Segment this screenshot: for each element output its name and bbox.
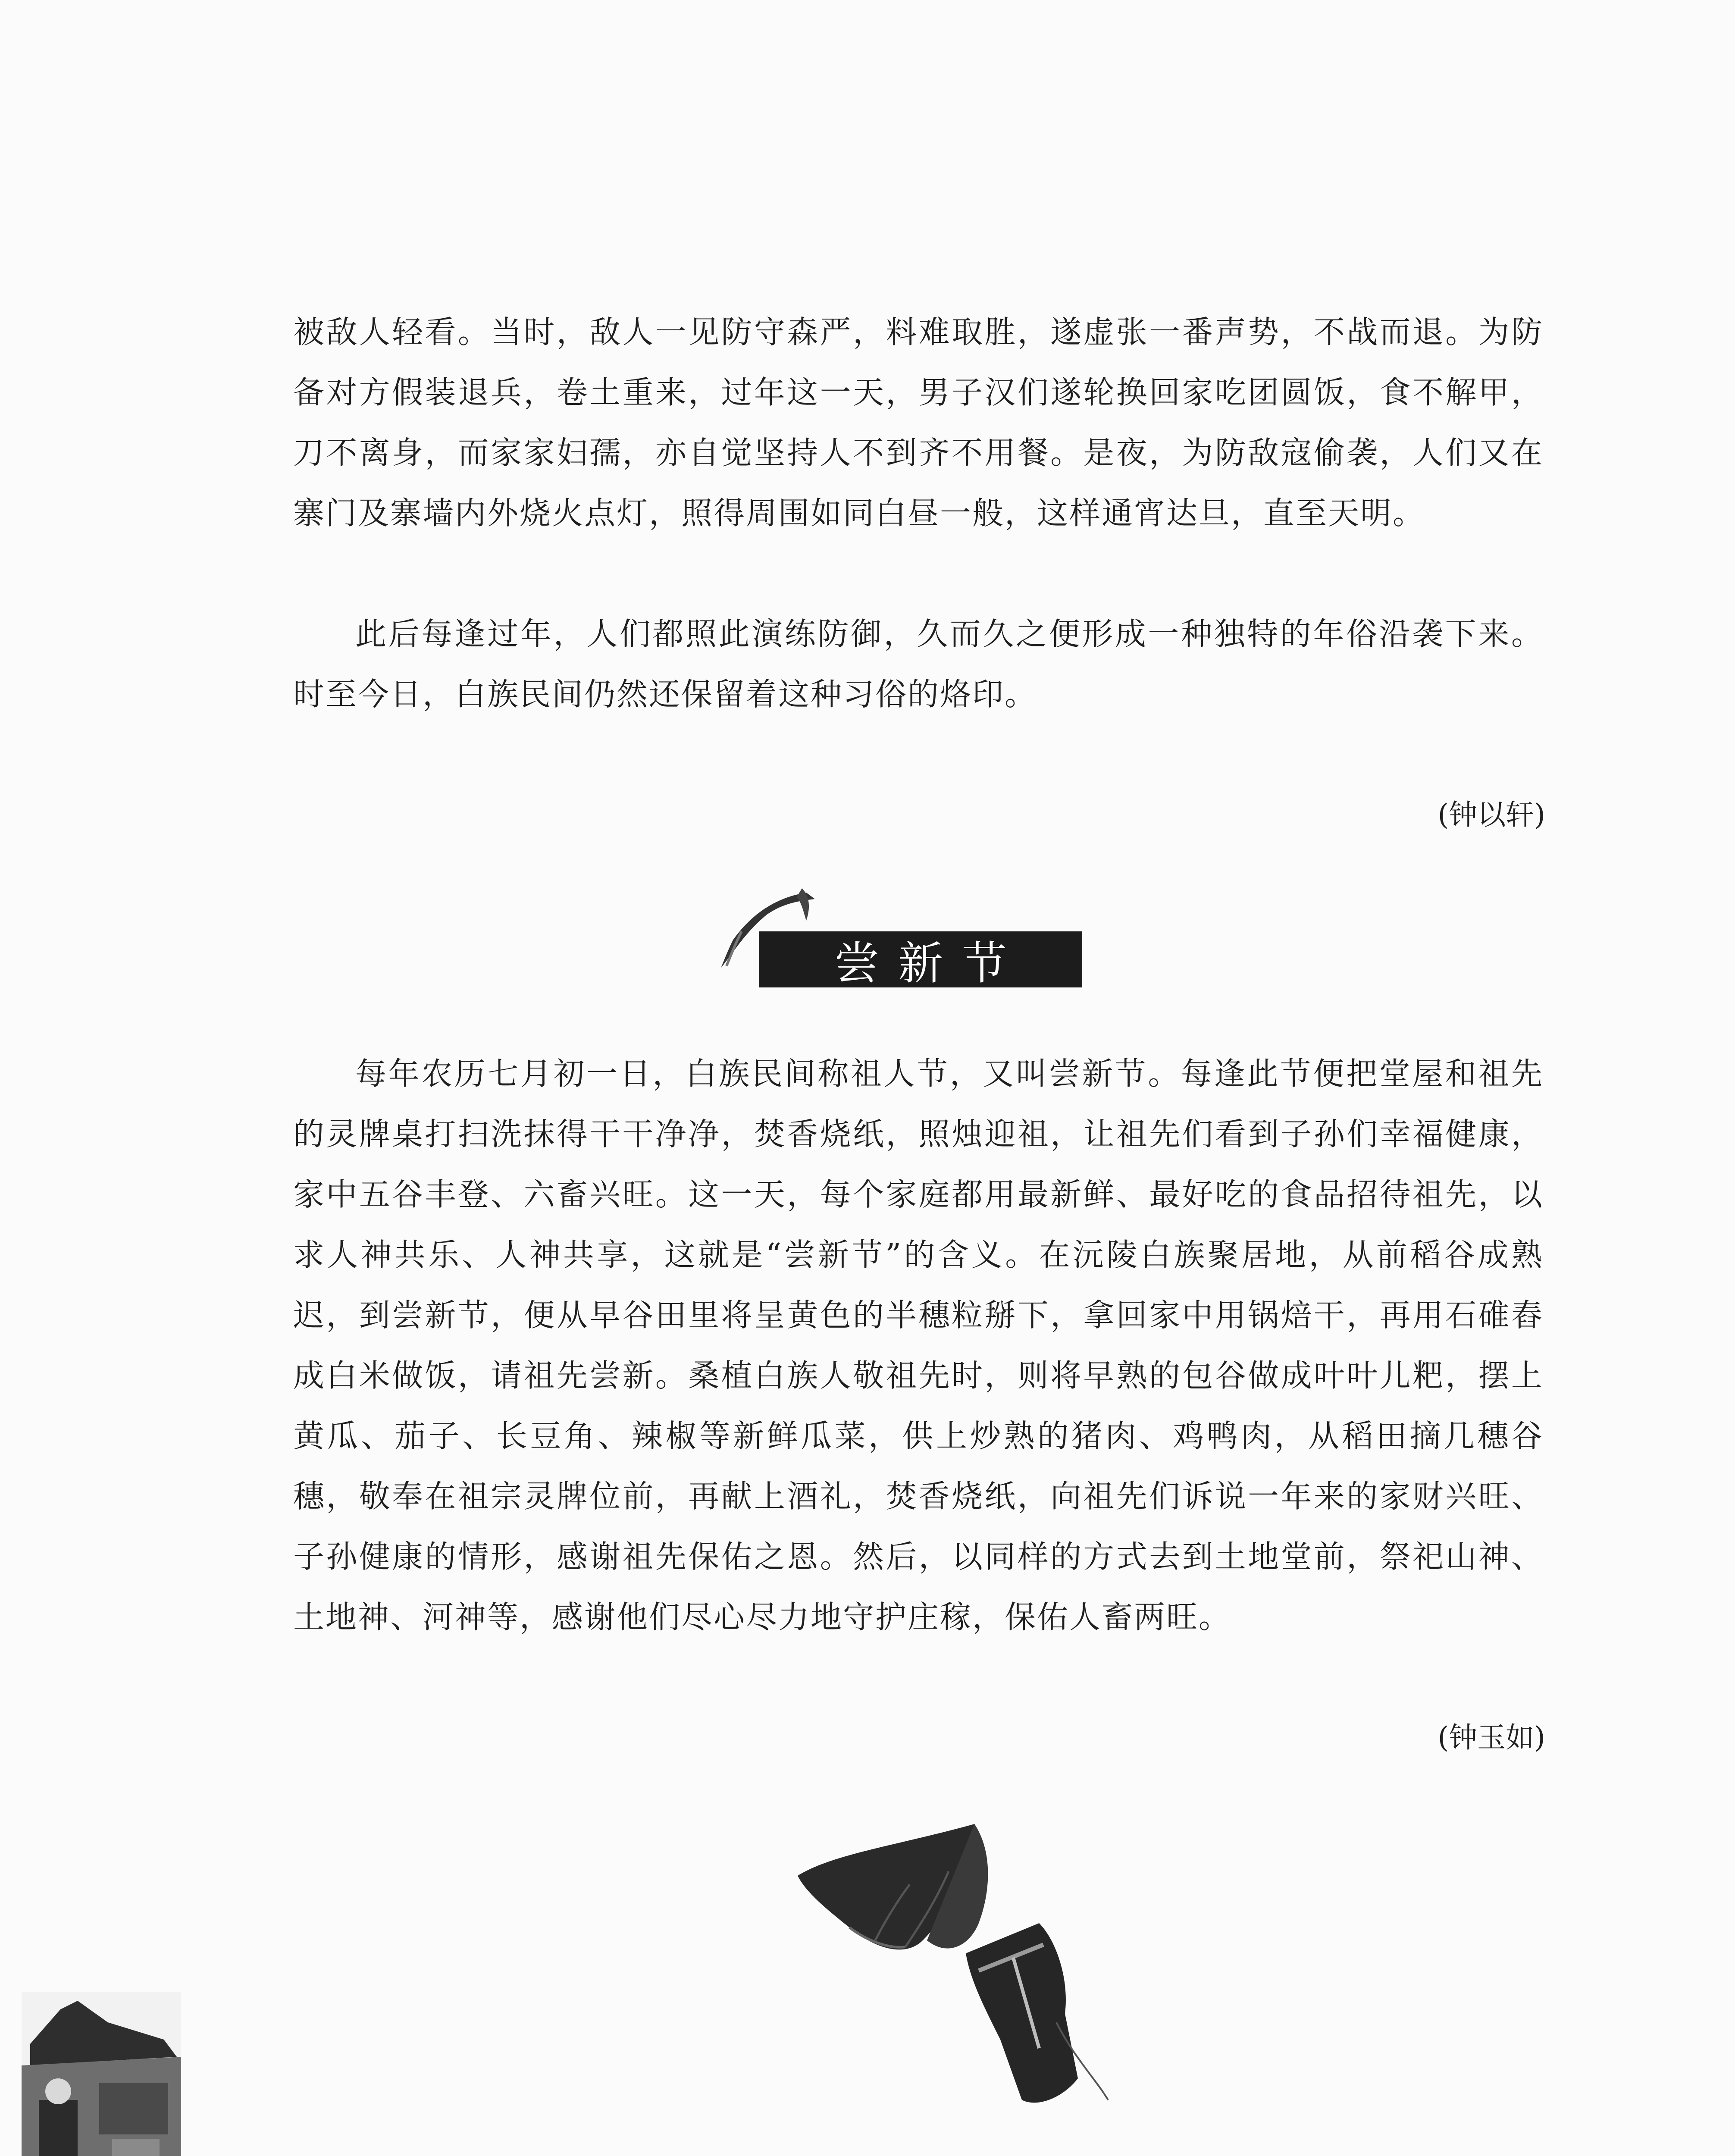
author-credit-2: (钟玉如) <box>1437 1721 1545 1754</box>
paragraph-1: 被敌人轻看。当时，敌人一见防守森严，料难取胜，遂虚张一番声势，不战而退。为防备对方假装退兵，卷土重来，过年这一天，男子汉们遂轮换回家吃团圆饭，食不解甲，刀不离身，而家家妇孺，亦自觉坚持人不到齐不用餐。是夜，为防敌寇偷袭，人们又在寨门及寨墙内外烧火点灯，照得周围如同白昼一般，这样通宵达旦，直至天明。 <box>293 314 1544 531</box>
temple-photo <box>22 1992 181 2156</box>
paragraph-3: 每年农历七月初一日，白族民间称祖人节，又叫尝新节。每逢此节便把堂屋和祖先的灵牌桌打扫洗抹得干干净净，焚香烧纸，照烛迎祖，让祖先们看到子孙们幸福健康，家中五谷丰登、六畜兴旺。这一天，每个家庭都用最新鲜、最好吃的食品招待祖先，以求人神共乐、人神共享，这就是“尝新节”的含义。在沅陵白族聚居地，从前稻谷成熟迟，到尝新节，便从早谷田里将呈黄色的半穗粒掰下，拿回家中用锅焙干，再用石碓舂成白米做饭，请祖先尝新。桑植白族人敬祖先时，则将早熟的包谷做成叶叶儿粑，摆上黄瓜、茄子、长豆角、辣椒等新鲜瓜菜，供上炒熟的猪肉、鸡鸭肉，从稻田摘几穗谷穗，敬奉在祖宗灵牌位前，再献上酒礼，焚香烧纸，向祖先们诉说一年来的家财兴旺、子孙健康的情形，感谢祖先保佑之恩。然后，以同样的方式去到土地堂前，祭祀山神、土地神、河神等，感谢他们尽心尽力地守护庄稼，保佑人畜两旺。 <box>293 1056 1544 1635</box>
paragraph-2: 此后每逢过年，人们都照此演练防御，久而久之便形成一种独特的年俗沿袭下来。时至今日，白族民间仍然还保留着这种习俗的烙印。 <box>293 616 1544 712</box>
author-credit-1: (钟以轩) <box>1437 798 1545 831</box>
pouch-object <box>966 1923 1108 2103</box>
fan-object <box>798 1824 988 1949</box>
section-heading <box>716 880 1082 990</box>
folk-object-image <box>798 1798 1151 2134</box>
section-title: 尝新节 <box>759 931 1082 987</box>
